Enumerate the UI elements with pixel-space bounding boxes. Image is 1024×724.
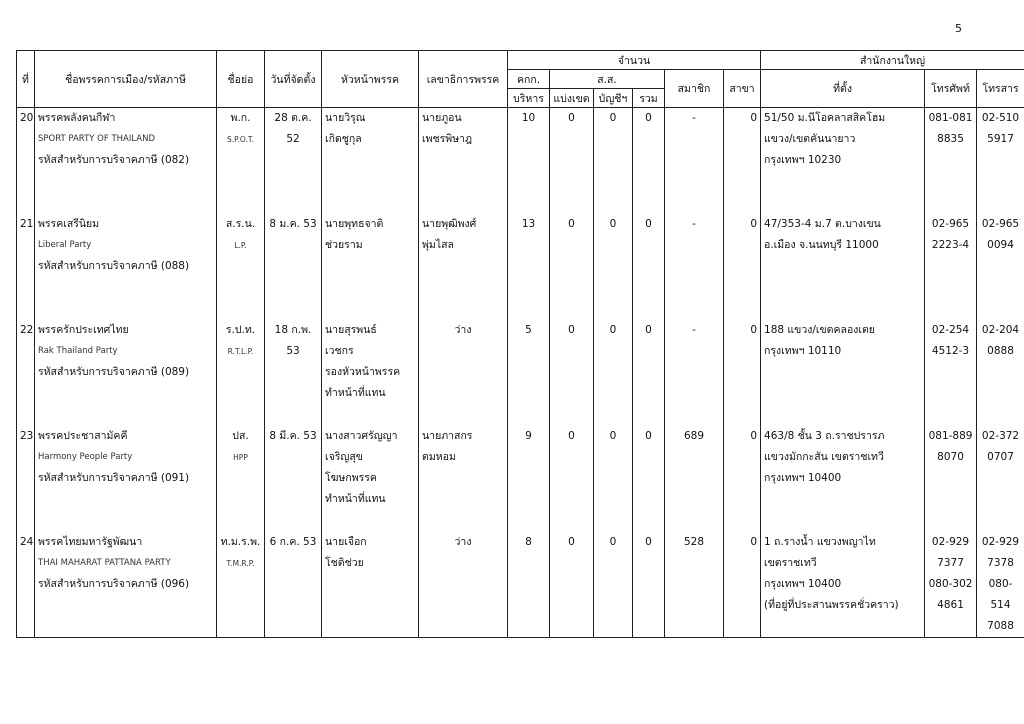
text-line: 5917 bbox=[987, 133, 1014, 145]
header-party-name: ชื่อพรรคการเมือง/รหัสภาษี bbox=[35, 51, 217, 108]
text-line: เขตราชเทวี bbox=[764, 557, 817, 569]
party-name-cell bbox=[35, 214, 217, 320]
header-secretary: เลขาธิการพรรค bbox=[419, 51, 508, 108]
text-line: นายเจือก bbox=[325, 536, 367, 548]
committee-count: 13 bbox=[508, 214, 550, 320]
table-row bbox=[17, 532, 1024, 638]
table-row bbox=[17, 214, 1024, 320]
abbr-en: T.M.R.P. bbox=[226, 559, 255, 568]
header-no: ที่ bbox=[17, 51, 35, 108]
text-line: เจริญสุข bbox=[325, 451, 363, 463]
table-row bbox=[17, 426, 1024, 532]
party-name-en: Harmony People Party bbox=[38, 452, 133, 462]
party-name-cell bbox=[35, 426, 217, 532]
abbr-th: พ.ก. bbox=[230, 112, 251, 124]
fax-cell bbox=[977, 426, 1024, 532]
row-number: 21 bbox=[17, 214, 35, 320]
abbr-cell bbox=[217, 426, 265, 532]
secretary-cell bbox=[419, 320, 508, 426]
text-line: นายภูอน bbox=[422, 112, 462, 124]
address-cell bbox=[761, 532, 925, 638]
text-line: นายภาสกร bbox=[422, 430, 473, 442]
party-name-en: Liberal Party bbox=[38, 240, 92, 250]
text-line: 7377 bbox=[937, 557, 964, 569]
header-branches: สาขา bbox=[724, 70, 761, 108]
abbr-th: ปส. bbox=[232, 430, 249, 442]
header-founded: วันที่จัดตั้ง bbox=[265, 51, 322, 108]
abbr-en: S.P.O.T. bbox=[227, 135, 254, 144]
party-name-th: พรรครักประเทศไทย bbox=[38, 324, 129, 336]
text-line: 51/50 ม.นีโอคลาสสิคโฮม bbox=[764, 112, 886, 124]
text-line: กรุงเทพฯ 10230 bbox=[764, 154, 842, 166]
text-line: นายวิรุณ bbox=[325, 112, 366, 124]
branches-count: 0 bbox=[724, 532, 761, 638]
page-number: 5 bbox=[955, 22, 962, 35]
text-line: ทำหน้าที่แทน bbox=[325, 387, 386, 399]
text-line: นายพุฒิพงศ์ bbox=[422, 218, 477, 230]
text-line: นายพุทธจาติ bbox=[325, 218, 384, 230]
header-committee: คกก. bbox=[508, 70, 550, 89]
tax-code: รหัสสำหรับการบริจาคภาษี (091) bbox=[38, 472, 190, 484]
text-line: 7378 bbox=[987, 557, 1014, 569]
abbr-th: ท.ม.ร.พ. bbox=[220, 536, 261, 548]
mp-district-count: 0 bbox=[550, 320, 594, 426]
committee-count: 9 bbox=[508, 426, 550, 532]
committee-count: 10 bbox=[508, 108, 550, 215]
party-name-th: พรรคไทยมหารัฐพัฒนา bbox=[38, 536, 143, 548]
text-line: ช่วยราม bbox=[325, 239, 363, 251]
mp-district-count: 0 bbox=[550, 214, 594, 320]
leader-cell bbox=[322, 426, 419, 532]
text-line: เวชกร bbox=[325, 345, 354, 357]
header-leader: หัวหน้าพรรค bbox=[322, 51, 419, 108]
text-line: ตมหอม bbox=[422, 451, 456, 463]
mp-total-count: 0 bbox=[633, 214, 665, 320]
text-line: 7088 bbox=[987, 620, 1014, 632]
mp-total-count: 0 bbox=[633, 426, 665, 532]
phone-cell bbox=[925, 214, 977, 320]
text-line: 0707 bbox=[987, 451, 1014, 463]
mp-total-count: 0 bbox=[633, 532, 665, 638]
text-line: เกิดชูกุล bbox=[325, 133, 362, 145]
text-line: 4512-3 bbox=[931, 345, 970, 357]
header-mp-group: ส.ส. bbox=[550, 70, 665, 89]
leader-cell bbox=[322, 532, 419, 638]
row-number: 22 bbox=[17, 320, 35, 426]
fax-cell bbox=[977, 108, 1024, 215]
address-cell bbox=[761, 214, 925, 320]
party-name-cell bbox=[35, 320, 217, 426]
abbr-th: ร.ป.ท. bbox=[225, 324, 256, 336]
secretary-cell bbox=[419, 532, 508, 638]
abbr-th: ส.ร.น. bbox=[225, 218, 256, 230]
secretary-cell bbox=[419, 108, 508, 215]
row-number: 23 bbox=[17, 426, 35, 532]
phone-cell bbox=[925, 426, 977, 532]
mp-district-count: 0 bbox=[550, 108, 594, 215]
abbr-en: L.P. bbox=[234, 241, 247, 250]
header-address: ที่ตั้ง bbox=[761, 70, 925, 108]
party-name-en: Rak Thailand Party bbox=[38, 346, 118, 356]
address-cell bbox=[761, 426, 925, 532]
members-count: - bbox=[665, 214, 724, 320]
mp-total-count: 0 bbox=[633, 108, 665, 215]
header-abbr: ชื่อย่อ bbox=[217, 51, 265, 108]
text-line: ว่าง bbox=[454, 324, 472, 336]
leader-cell bbox=[322, 214, 419, 320]
text-line: 081-889 bbox=[928, 430, 973, 442]
fax-cell bbox=[977, 532, 1024, 638]
header-mp-total: รวม bbox=[633, 89, 665, 108]
text-line: 4861 bbox=[937, 599, 964, 611]
text-line: 080-514 bbox=[988, 578, 1013, 611]
tax-code: รหัสสำหรับการบริจาคภาษี (082) bbox=[38, 154, 190, 166]
tax-code: รหัสสำหรับการบริจาคภาษี (096) bbox=[38, 578, 190, 590]
text-line: รองหัวหน้าพรรค bbox=[325, 366, 401, 378]
tax-code: รหัสสำหรับการบริจาคภาษี (088) bbox=[38, 260, 190, 272]
members-count: 689 bbox=[665, 426, 724, 532]
mp-list-count: 0 bbox=[594, 108, 633, 215]
mp-district-count: 0 bbox=[550, 426, 594, 532]
party-name-en: THAI MAHARAT PATTANA PARTY bbox=[38, 558, 171, 568]
text-line: กรุงเทพฯ 10400 bbox=[764, 578, 842, 590]
text-line: 8835 bbox=[937, 133, 964, 145]
text-line: 02-929 bbox=[981, 536, 1020, 548]
text-line: 02-204 bbox=[981, 324, 1020, 336]
row-number: 24 bbox=[17, 532, 35, 638]
branches-count: 0 bbox=[724, 426, 761, 532]
address-cell bbox=[761, 320, 925, 426]
branches-count: 0 bbox=[724, 108, 761, 215]
party-name-cell bbox=[35, 108, 217, 215]
text-line: 02-372 bbox=[981, 430, 1020, 442]
text-line: 02-510 bbox=[981, 112, 1020, 124]
secretary-cell bbox=[419, 214, 508, 320]
committee-count: 5 bbox=[508, 320, 550, 426]
party-name-cell bbox=[35, 532, 217, 638]
mp-list-count: 0 bbox=[594, 320, 633, 426]
text-line: 0094 bbox=[987, 239, 1014, 251]
header-hq-group: สำนักงานใหญ่ bbox=[761, 51, 1024, 70]
mp-district-count: 0 bbox=[550, 532, 594, 638]
members-count: 528 bbox=[665, 532, 724, 638]
members-count: - bbox=[665, 320, 724, 426]
table-row bbox=[17, 320, 1024, 426]
table-row bbox=[17, 108, 1024, 215]
text-line: 081-081 bbox=[928, 112, 973, 124]
text-line: แขวงมักกะสัน เขตราชเทวี bbox=[764, 451, 884, 463]
abbr-cell bbox=[217, 214, 265, 320]
text-line: กรุงเทพฯ 10110 bbox=[764, 345, 842, 357]
text-line: 2223-4 bbox=[931, 239, 970, 251]
header-fax: โทรสาร bbox=[977, 70, 1024, 108]
committee-count: 8 bbox=[508, 532, 550, 638]
abbr-cell bbox=[217, 320, 265, 426]
abbr-cell bbox=[217, 108, 265, 215]
header-phone: โทรศัพท์ bbox=[925, 70, 977, 108]
text-line: โฆษกพรรค bbox=[325, 472, 377, 484]
leader-cell bbox=[322, 320, 419, 426]
text-line: โชติช่วย bbox=[325, 557, 364, 569]
phone-cell bbox=[925, 108, 977, 215]
branches-count: 0 bbox=[724, 320, 761, 426]
text-line: 8070 bbox=[937, 451, 964, 463]
row-number: 20 bbox=[17, 108, 35, 215]
text-line: 463/8 ชั้น 3 ถ.ราชปรารภ bbox=[764, 430, 885, 442]
phone-cell bbox=[925, 532, 977, 638]
founded-date: 8 มี.ค. 53 bbox=[265, 426, 322, 532]
text-line: 02-965 bbox=[931, 218, 970, 230]
abbr-en: HPP bbox=[233, 453, 248, 462]
founded-date: 8 ม.ค. 53 bbox=[265, 214, 322, 320]
text-line: พุ่มไสล bbox=[422, 239, 454, 251]
founded-date: 6 ก.ค. 53 bbox=[265, 532, 322, 638]
party-name-th: พรรคประชาสามัคคี bbox=[38, 430, 128, 442]
abbr-cell bbox=[217, 532, 265, 638]
party-table bbox=[16, 50, 1024, 638]
mp-list-count: 0 bbox=[594, 532, 633, 638]
party-name-en: SPORT PARTY OF THAILAND bbox=[38, 134, 155, 144]
text-line: กรุงเทพฯ 10400 bbox=[764, 472, 842, 484]
text-line: เพชรพิษาฎ bbox=[422, 133, 473, 145]
founded-date: 28 ต.ค. 52 bbox=[265, 108, 322, 215]
text-line: นางสาวศรัญญา bbox=[325, 430, 398, 442]
text-line: 080-302 bbox=[928, 578, 973, 590]
text-line: 02-254 bbox=[931, 324, 970, 336]
text-line: ว่าง bbox=[454, 536, 472, 548]
mp-list-count: 0 bbox=[594, 426, 633, 532]
text-line: 188 แขวง/เขตคลองเตย bbox=[764, 324, 875, 336]
mp-list-count: 0 bbox=[594, 214, 633, 320]
header-committee-sub: บริหาร bbox=[508, 89, 550, 108]
text-line: (ที่อยู่ที่ประสานพรรคชั่วคราว) bbox=[764, 599, 899, 611]
leader-cell bbox=[322, 108, 419, 215]
mp-total-count: 0 bbox=[633, 320, 665, 426]
members-count: - bbox=[665, 108, 724, 215]
branches-count: 0 bbox=[724, 214, 761, 320]
secretary-cell bbox=[419, 426, 508, 532]
header-count-group: จำนวน bbox=[508, 51, 761, 70]
text-line: 0888 bbox=[987, 345, 1014, 357]
party-name-th: พรรคพลังคนกีฬา bbox=[38, 112, 116, 124]
founded-date: 18 ก.พ. 53 bbox=[265, 320, 322, 426]
text-line: 02-965 bbox=[981, 218, 1020, 230]
abbr-en: R.T.L.P. bbox=[227, 347, 254, 356]
tax-code: รหัสสำหรับการบริจาคภาษี (089) bbox=[38, 366, 190, 378]
phone-cell bbox=[925, 320, 977, 426]
text-line: 02-929 bbox=[931, 536, 970, 548]
header-mp-list: บัญชีฯ bbox=[594, 89, 633, 108]
address-cell bbox=[761, 108, 925, 215]
party-name-th: พรรคเสรีนิยม bbox=[38, 218, 100, 230]
text-line: 47/353-4 ม.7 ต.บางเขน bbox=[764, 218, 881, 230]
fax-cell bbox=[977, 320, 1024, 426]
fax-cell bbox=[977, 214, 1024, 320]
text-line: อ.เมือง จ.นนทบุรี 11000 bbox=[764, 239, 879, 251]
text-line: 1 ถ.รางน้ำ แขวงพญาไท bbox=[764, 536, 876, 548]
header-mp-district: แบ่งเขต bbox=[550, 89, 594, 108]
text-line: นายสุรพนธ์ bbox=[325, 324, 377, 336]
text-line: ทำหน้าที่แทน bbox=[325, 493, 386, 505]
text-line: แขวง/เขตคันนายาว bbox=[764, 133, 856, 145]
header-members: สมาชิก bbox=[665, 70, 724, 108]
